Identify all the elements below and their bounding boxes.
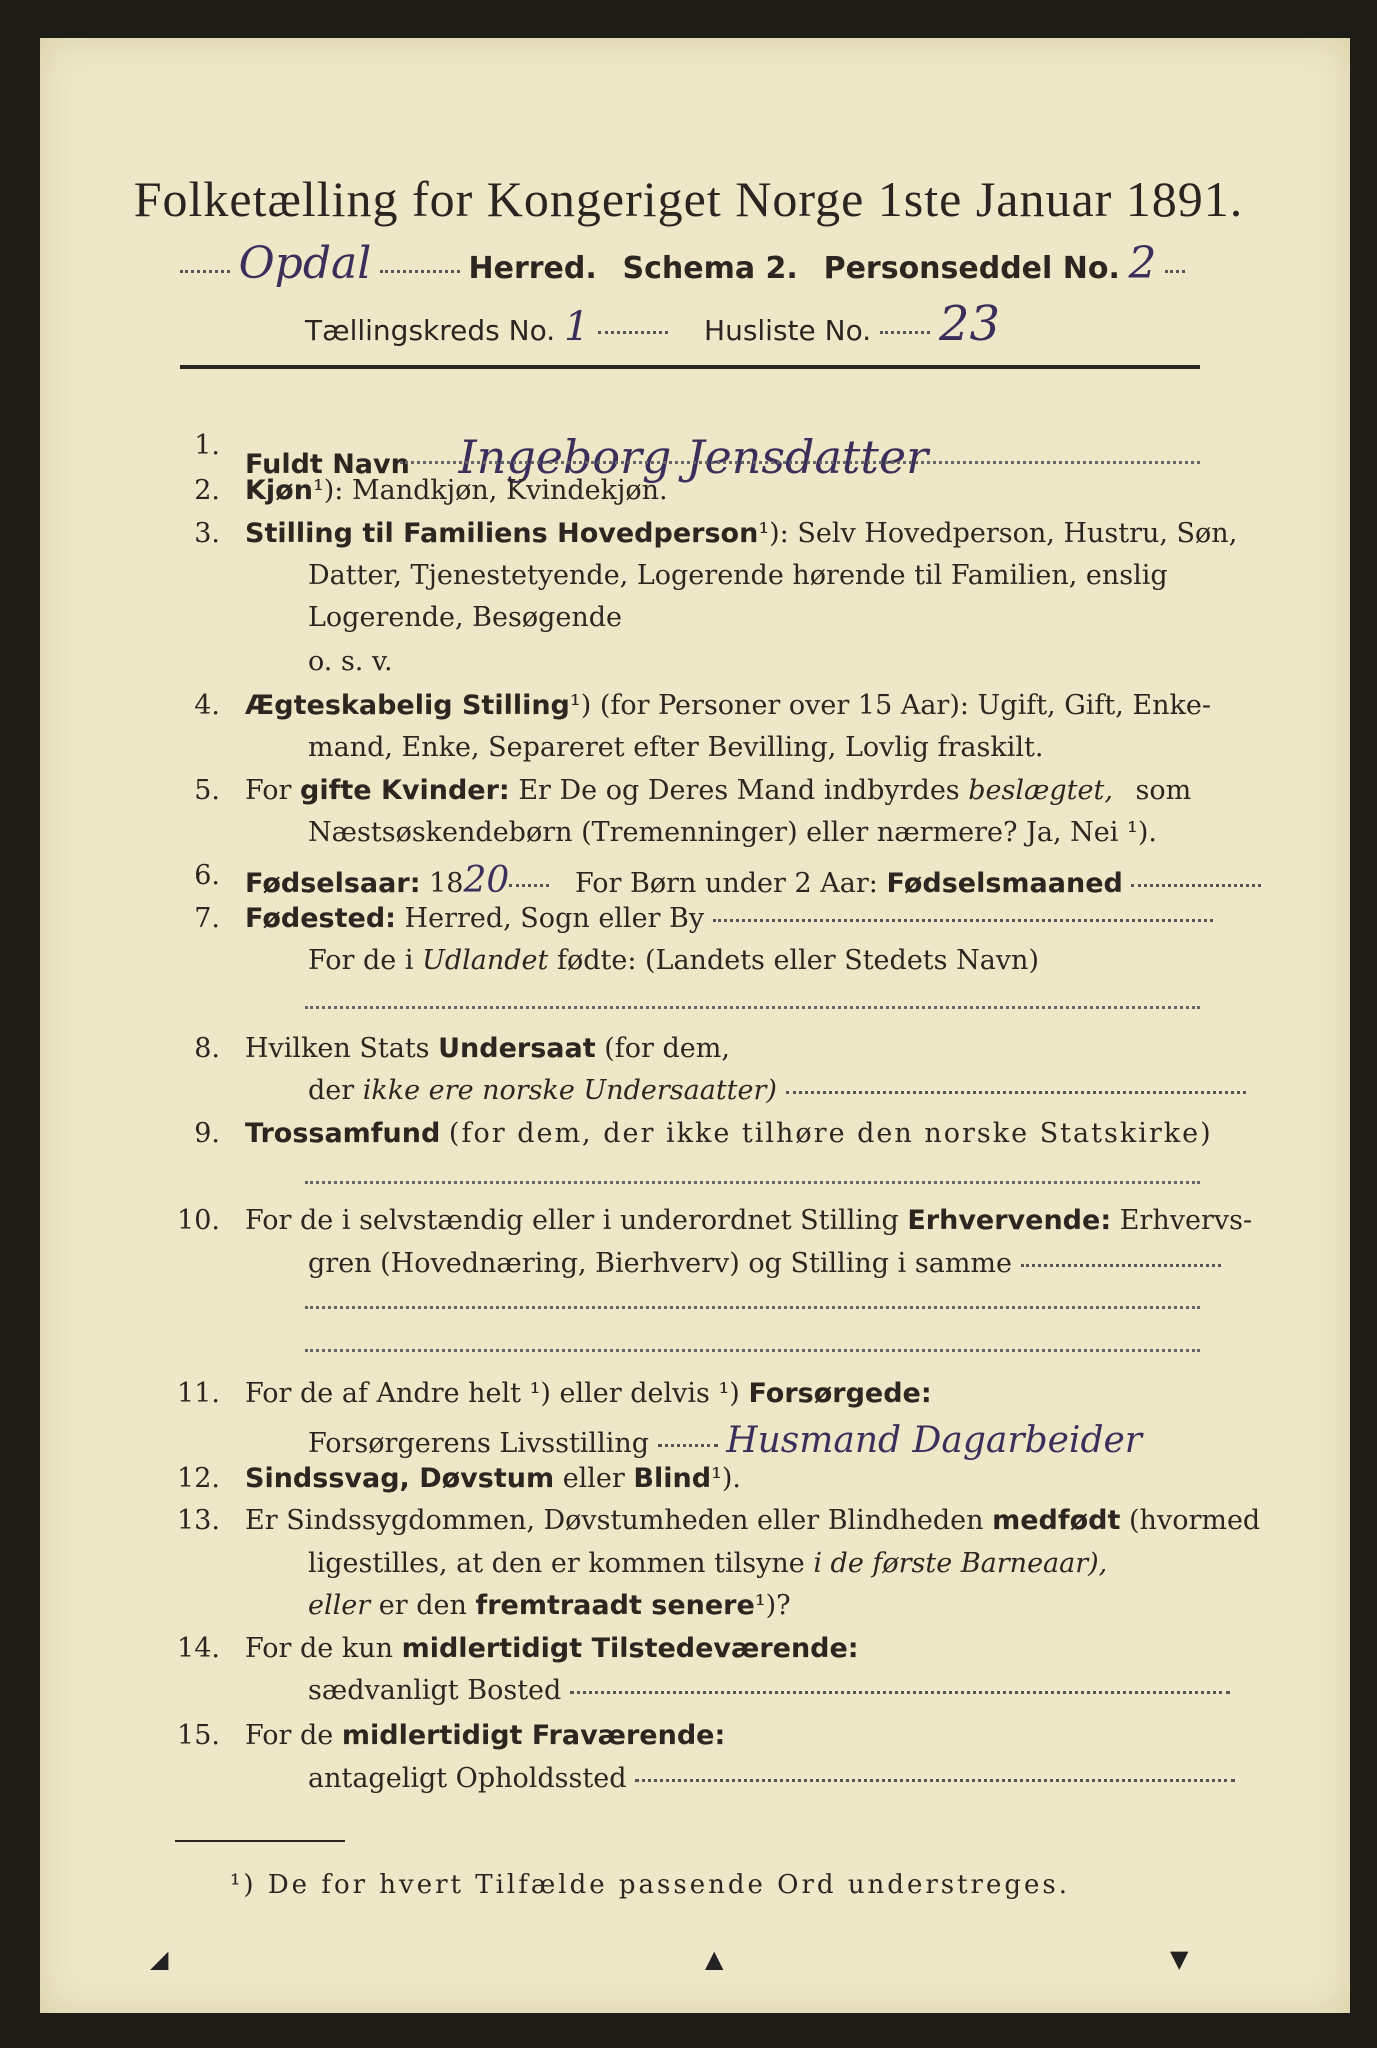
item-number: 11. [177, 1378, 220, 1409]
name-value: Ingeborg Jensdatter [458, 430, 929, 484]
fill-line [305, 1005, 1200, 1009]
item-5 [245, 775, 1191, 806]
item-4-line-2: mand, Enke, Separeret efter Bevilling, Lovlig fraskilt. [308, 732, 1044, 763]
item-text: ¹): Mandkjøn, Kvindekjøn. [312, 475, 668, 506]
item-10-line-2 [308, 1248, 1221, 1279]
item-3 [245, 518, 1237, 549]
item-label: Undersaat [438, 1033, 596, 1064]
item-label-2: Fødselsmaaned [886, 868, 1123, 899]
item-pre: For de af Andre helt ¹) eller delvis ¹) [245, 1378, 740, 1409]
fill-line [305, 1305, 1200, 1309]
registration-mark-icon: ◢ [150, 1945, 169, 1973]
item-8-line-2 [308, 1075, 1246, 1106]
item-13 [245, 1505, 1260, 1536]
item-14 [245, 1633, 859, 1664]
item-pre: For [245, 775, 292, 806]
item-5-line-2: Næstsøskendebørn (Tremenninger) eller nærmere? Ja, Nei ¹). [308, 817, 1157, 848]
item-italic: i de første Barneaar), [813, 1548, 1108, 1579]
item-15 [245, 1720, 725, 1751]
item-label: Trossamfund [245, 1118, 441, 1149]
herred-line [180, 238, 1185, 289]
item-number: 10. [177, 1205, 220, 1236]
item-text: antageligt Opholdssted [308, 1763, 627, 1794]
item-4 [245, 690, 1211, 721]
item-text: ¹)? [754, 1590, 791, 1621]
item-number: 4. [194, 690, 220, 721]
item-number: 14. [177, 1633, 220, 1664]
item-number: 13. [177, 1505, 220, 1536]
item-11 [245, 1378, 932, 1409]
item-text: der [308, 1075, 355, 1106]
item-label: Erhvervende: [907, 1205, 1112, 1236]
header-rule [180, 365, 1200, 369]
item-text: Herred, Sogn eller By [404, 903, 705, 934]
item-2 [245, 475, 668, 506]
item-pre: For de kun [245, 1633, 393, 1664]
footnote: ¹) De for hvert Tilfælde passende Ord understreges. [230, 1870, 1071, 1900]
kreds-line [305, 296, 1000, 352]
item-13-line-2 [308, 1548, 1107, 1579]
item-text: ¹): Selv Hovedperson, Hustru, Søn, [758, 518, 1238, 549]
item-11-line-2 [308, 1420, 1142, 1461]
item-8 [245, 1033, 730, 1064]
item-number: 7. [194, 903, 220, 934]
item-pre: Er Sindssygdommen, Døvstumheden eller Blindheden [245, 1505, 984, 1536]
item-label: Kjøn [245, 475, 313, 506]
item-label: midlertidigt Fraværende: [341, 1720, 726, 1751]
schema-label: Schema 2. [622, 251, 798, 286]
item-7 [245, 903, 1213, 934]
item-italic: beslægtet, [968, 775, 1113, 806]
item-text: Forsørgerens Livsstilling [308, 1428, 650, 1459]
item-label: Ægteskabelig Stilling [245, 690, 570, 721]
item-label: Stilling til Familiens Hovedperson [245, 518, 759, 549]
item-text: For Børn under 2 Aar: [575, 868, 878, 899]
item-number: 5. [194, 775, 220, 806]
item-italic: eller [308, 1590, 371, 1621]
registration-mark-icon: ▼ [1170, 1945, 1189, 1973]
year-prefix: 18 [429, 868, 464, 899]
item-text: (for dem, [604, 1033, 730, 1064]
herred-value: Opdal [238, 238, 372, 289]
husliste-label: Husliste No. [704, 314, 872, 347]
item-pre: For de [245, 1720, 334, 1751]
item-text: For de i [308, 945, 414, 976]
husliste-value: 23 [938, 296, 1001, 352]
item-15-line-2 [308, 1763, 1235, 1794]
item-text: Er De og Deres Mand indbyrdes [518, 775, 960, 806]
item-italic: Udlandet [422, 945, 549, 976]
item-number: 1. [194, 430, 220, 461]
kreds-label: Tællingskreds No. [305, 314, 556, 347]
herred-label: Herred. [468, 251, 597, 286]
item-number: 9. [194, 1118, 220, 1149]
item-3-line-2: Datter, Tjenestetyende, Logerende hørende til Familien, enslig [308, 560, 1168, 591]
item-12 [245, 1463, 741, 1494]
item-text: ¹) (for Personer over 15 Aar): Ugift, Gift, Enke- [569, 690, 1211, 721]
item-text: (for dem, der ikke tilhøre den norske Statskirke) [448, 1118, 1213, 1149]
registration-mark-icon: ▲ [705, 1945, 724, 1973]
item-label: Sindssvag, Døvstum [245, 1463, 555, 1494]
item-text: er den [378, 1590, 467, 1621]
item-pre: Hvilken Stats [245, 1033, 430, 1064]
item-number: 2. [194, 475, 220, 506]
item-10 [245, 1205, 1252, 1236]
item-13-line-3 [308, 1590, 791, 1621]
item-number: 15. [177, 1720, 220, 1751]
item-text: gren (Hovednæring, Bierhverv) og Stilling i samme [308, 1248, 1013, 1279]
item-number: 6. [194, 860, 220, 891]
item-label: Fuldt Navn [245, 449, 410, 480]
item-label: midlertidigt Tilstedeværende: [401, 1633, 859, 1664]
item-text: sædvanligt Bosted [308, 1675, 562, 1706]
item-number: 12. [177, 1463, 220, 1494]
item-label: medfødt [992, 1505, 1121, 1536]
personseddel-label: Personseddel No. [823, 251, 1120, 286]
year-value: 20 [463, 860, 510, 901]
item-3-line-4: o. s. v. [308, 646, 393, 677]
item-14-line-2 [308, 1675, 1230, 1706]
item-italic: ikke ere norske Undersaatter) [362, 1075, 777, 1106]
item-label-3: fremtraadt senere [475, 1590, 755, 1621]
item-label: gifte Kvinder: [300, 775, 510, 806]
item-text: ligestilles, at den er kommen tilsyne [308, 1548, 805, 1579]
item-label: Forsørgede: [748, 1378, 932, 1409]
item-7-line-2 [308, 945, 1039, 976]
item-number: 8. [194, 1033, 220, 1064]
item-text: ¹). [711, 1463, 742, 1494]
item-text: (hvormed [1129, 1505, 1261, 1536]
footnote-rule [175, 1840, 345, 1842]
item-label: Fødested: [245, 903, 396, 934]
item-label: Fødselsaar: [245, 868, 421, 899]
form-title: Folketælling for Kongeriget Norge 1ste Januar 1891. [133, 171, 1244, 227]
fill-line [400, 460, 1200, 464]
item-pre: For de i selvstændig eller i underordnet Stilling [245, 1205, 899, 1236]
kreds-value: 1 [564, 304, 590, 350]
item-9 [245, 1118, 1213, 1149]
item-number: 3. [194, 518, 220, 549]
personseddel-value: 2 [1128, 238, 1157, 289]
livsstilling-value: Husmand Dagarbeider [726, 1420, 1142, 1461]
fill-line [305, 1180, 1200, 1184]
item-label-2: Blind [633, 1463, 712, 1494]
item-text: eller [562, 1463, 625, 1494]
fill-line [305, 1348, 1200, 1352]
item-3-line-3: Logerende, Besøgende [308, 602, 622, 633]
item-text: som [1135, 775, 1192, 806]
item-6 [245, 860, 1261, 901]
item-text: fødte: (Landets eller Stedets Navn) [556, 945, 1039, 976]
item-text: Erhvervs- [1119, 1205, 1253, 1236]
